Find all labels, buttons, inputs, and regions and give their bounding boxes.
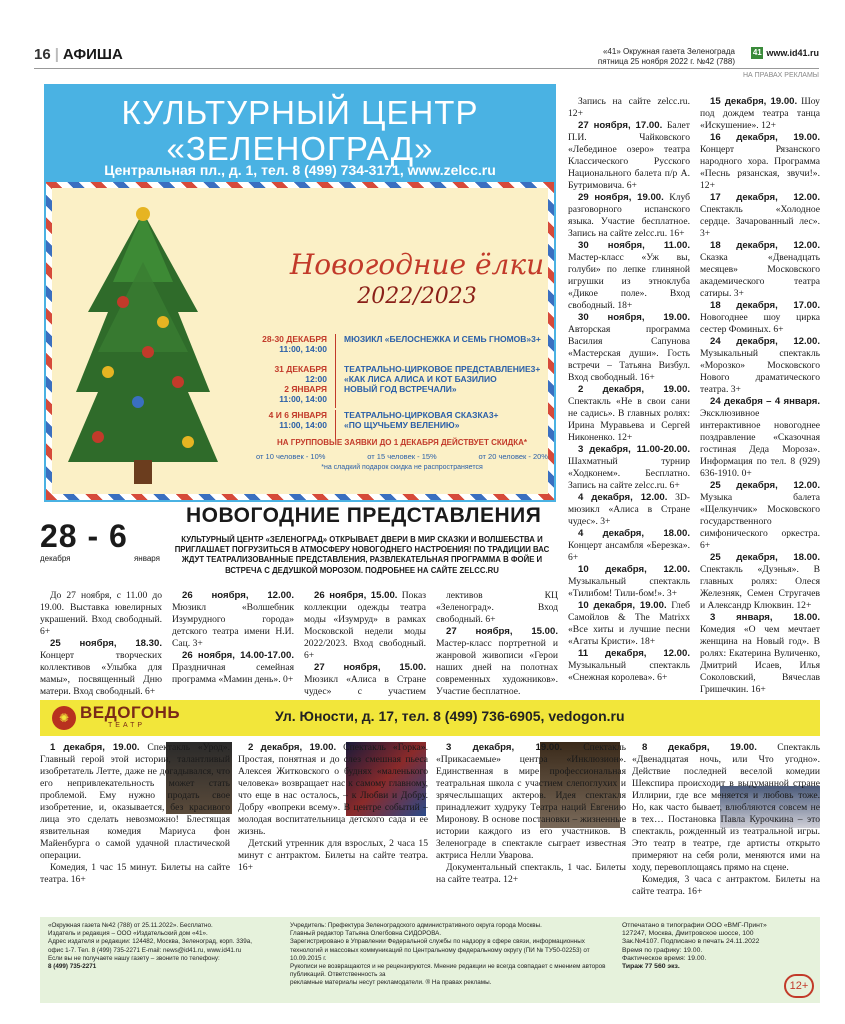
discount-item: от 10 человек - 10% bbox=[256, 452, 326, 461]
issue-meta bbox=[598, 47, 735, 67]
event-item: 11 декабря, 12.00. Музыкальный спектакль «Снежная королева». 6+ bbox=[568, 648, 690, 683]
event-item: 26 ноября, 15.00. Показ коллекции одежды театра моды «Изумруд» в рамках Московской недели моды 2022/2023. Вход свободный. 6+ bbox=[304, 590, 426, 661]
events-column bbox=[436, 590, 558, 698]
vedogon-show: 2 декабря, 19.00. Спектакль «Горка». Простая, понятная и до слез смешная пьеса Алексея Житковского о буднях «маленького человека» возвращает нас к самому главному, что еще в нас осталось, – к Любви и Добру. Добру «вопреки всему». В центре событий – молодая воспитательница детского сада и ее жизнь. Детский утренник для взрослых, 2 часа 15 минут с антрактом. Билеты на сайте театра. 16+ bbox=[238, 742, 428, 873]
site-logo[interactable] bbox=[751, 47, 819, 59]
event-item: 17 декабря, 12.00. Спектакль «Холодное сердце. Зачарованный лес». 3+ bbox=[700, 192, 820, 239]
event-name: ТЕАТРАЛЬНО-ЦИРКОВАЯ СКАЗКА3+ «ПО ЩУЧЬЕМУ ВЕЛЕНИЮ» bbox=[344, 410, 499, 430]
cc-title: КУЛЬТУРНЫЙ ЦЕНТР bbox=[121, 94, 479, 131]
imprint-publisher: «Окружная газета №42 (788) от 25.11.2022». Бесплатно. Издатель и редакция – ООО «Издательский дом «41». Адрес издателя и редакции: 124482, Москва, Зеленоград, корп. 339а, офис 1-7. Тел. 8 (499) 735-2271 E-mail: news@id41.ru, www.id41.ru Если вы не получаете нашу газету – звоните по телефону: 8 (499) 735-2271 bbox=[48, 922, 252, 971]
event-item: 26 ноября, 12.00. Мюзикл «Волшебник Изумрудного города» детского театра имени Н.И. Сац. 3+ bbox=[172, 590, 294, 649]
events-column bbox=[40, 590, 162, 698]
event-date: 4 И 6 ЯНВАРЯ 11:00, 14:00 bbox=[252, 410, 336, 440]
events-column bbox=[700, 96, 820, 696]
events-column bbox=[304, 590, 426, 710]
discount-item: от 20 человек - 20% bbox=[478, 452, 548, 461]
site-url[interactable]: www.id41.ru bbox=[766, 48, 819, 58]
new-year-card bbox=[46, 182, 554, 500]
event-item: 2 декабря, 19.00. Спектакль «Не в свои сани не садись». В главных ролях: Ирина Муравьева и Сергей Никоненко. 12+ bbox=[568, 384, 690, 443]
event-item: Запись на сайте zelcc.ru. 12+ bbox=[568, 96, 690, 119]
script-title: Новогодние ёлки bbox=[289, 248, 545, 281]
season-year: 2022/2023 bbox=[357, 284, 477, 309]
event-name: ТЕАТРАЛЬНО-ЦИРКОВОЕ ПРЕДСТАВЛЕНИЕ3+ «КАК ЛИСА АЛИСА И КОТ БАЗИЛИО НОВЫЙ ГОД ВСТРЕЧАЛИ» bbox=[344, 364, 541, 394]
issue-meta-line: «41» Окружная газета Зеленограда bbox=[602, 47, 735, 56]
imprint-print: Отпечатано в типографии ООО «ВМГ-Принт» 127247, Москва, Дмитровское шоссе, 100 Зак.№4107. Подписано в печать 24.11.2022 Время по графику: 19.00. Фактическое время: 19.00. Тираж 77 560 экз. bbox=[622, 922, 767, 971]
event-item: 10 декабря, 19.00. Глеб Самойлов & The Matrixx «Все хиты и лучшие песни «Агаты Кристи». 18+ bbox=[568, 600, 690, 647]
vedogon-show: 3 декабря, 19.00. Спектакль «Прикасаемые» центра «Инклюзион». Единственная в мире профессиональная театральная школа с участием слепоглухих и зрячеслышащих актеров. Идея спектакля принадлежит худруку Театра наций Евгению Миронову. В основе постановки – жизненные истории каждого из его участников. В Зеленограде в спектакле сыграет известная актриса Нелли Уварова. Документальный спектакль, 1 час. Билеты на сайте театра. 12+ bbox=[436, 742, 626, 885]
discount-note: *на сладкий подарок скидка не распространяется bbox=[321, 464, 483, 471]
age-rating-badge: 12+ bbox=[784, 974, 814, 998]
section-title: АФИША bbox=[62, 46, 123, 63]
event-item: 27 ноября, 15.00. Мастер-класс портретной и жанровой живописи «Герои наших дней на полотнах современных художников». Участие бесплатное. bbox=[436, 626, 558, 697]
vedogon-logo-icon: ✺ bbox=[52, 706, 76, 730]
vedogon-show: 1 декабря, 19.00. Спектакль «Урод». Главный герой этой истории, талантливый изобретатель Летте, даже не догадывался, что его непривлекательность может стать проблемой. Ему нужно продать свое изобретение, и, оказывается, без красивого лица это сделать невозможно! Блестящая язвительная комедия Мариуса фон Майенбурга о самой удачной пластической операции. Комедия, 1 час 15 минут. Билеты на сайте театра. 16+ bbox=[40, 742, 230, 885]
section-lead: КУЛЬТУРНЫЙ ЦЕНТР «ЗЕЛЕНОГРАД» ОТКРЫВАЕТ ДВЕРИ В МИР СКАЗКИ И ВОЛШЕБСТВА И ПРИГЛАШАЕТ ПОГРУЗИТЬСЯ В АТМОСФЕРУ НОВОГОДНЕГО НАСТРОЕНИЯ! ПО ТРАДИЦИИ ВАС ЖДУТ ТЕАТРАЛИЗОВАННЫЕ ПРЕДСТАВЛЕНИЯ, РАЗВЛЕКАТЕЛЬНАЯ ПРОГРАММА В ФОЙЕ И ВСТРЕЧА С ДЕДУШКОЙ МОРОЗОМ. ПОДРОБНЕЕ НА САЙТЕ ZELCC.RU bbox=[174, 535, 550, 575]
event-item: лективов КЦ «Зеленоград». Вход свободный. 6+ bbox=[436, 590, 558, 625]
event-item: 30 ноября, 19.00. Авторская программа Василия Сапунова «Мастерская души». Гость встречи – Татьяна Визбул. Вход свободный. 16+ bbox=[568, 312, 690, 383]
event-row bbox=[252, 410, 552, 440]
vedogon-show: 8 декабря, 19.00. Спектакль «Двенадцатая ночь, или Что угодно». Действие последней веселой комедии Шекспира происходит в выдуманной стране Иллирии, где все меняется и любовь тоже. Но, как часто бывает, влюбляются совсем не в тех… Постановка Павла Курочкина – это спектакль, рожденный из театральной игры. Это театр в театре, где артисты открыто примеряют на себя роли, меняются ими на ходу, перевоплощаясь прямо на сцене. Комедия, 3 часа с антрактом. Билеты на сайте театра. 16+ bbox=[632, 742, 820, 897]
cc-address: Центральная пл., д. 1, тел. 8 (499) 734-3171, www.zelcc.ru bbox=[104, 162, 496, 178]
event-date: 31 ДЕКАБРЯ 12:00 2 ЯНВАРЯ 11:00, 14:00 bbox=[252, 364, 336, 408]
group-offer: НА ГРУППОВЫЕ ЗАЯВКИ ДО 1 ДЕКАБРЯ ДЕЙСТВУЕТ СКИДКА* bbox=[277, 438, 527, 447]
event-item: 24 декабря – 4 января. Эксклюзивное интерактивное новогоднее поздравление «Сказочная гостиная Деда Мороза». Информация по тел. 8 (929) 636-1910. 0+ bbox=[700, 396, 820, 479]
event-item: 27 ноября, 15.00. Мюзикл «Алиса в Стране чудес» с участием bbox=[304, 662, 426, 697]
event-item: 18 декабря, 12.00. Сказка «Двенадцать месяцев» Московского академического театра сатиры. 3+ bbox=[700, 240, 820, 299]
event-item: 4 декабря, 18.00. Концерт ансамбля «Березка». 6+ bbox=[568, 528, 690, 563]
event-item: 4 декабря, 12.00. 3D-мюзикл «Алиса в Стране чудес». 3+ bbox=[568, 492, 690, 527]
event-item: 24 декабря, 12.00. Музыкальный спектакль «Морозко» Московского Нового драматического театра. 3+ bbox=[700, 336, 820, 395]
cc-title: «ЗЕЛЕНОГРАД» bbox=[166, 130, 434, 167]
discount-list bbox=[252, 452, 552, 461]
vedogon-logo-sub: ТЕАТР bbox=[108, 722, 146, 729]
event-row bbox=[252, 334, 552, 364]
events-column bbox=[568, 96, 690, 696]
event-item: 30 ноября, 11.00. Мастер-класс «Уж вы, голуби» по лепке глиняной игрушки из этноклуба «Дикое поле». Вход свободный. 18+ bbox=[568, 240, 690, 311]
vedogon-logo: ВЕДОГОНЬ bbox=[80, 703, 181, 722]
imprint-founder: Учредитель: Префектура Зеленоградского административного округа города Москвы. Главный редактор Татьяна Олегбовна СИДОРОВА. Зарегистрировано в Управлении Федеральной службы по надзору в сфере связи, информационных технологий и массовых коммуникаций по Центральному федеральному округу (ПИ № ТУ50-02253) от 10.09.2015 г. Рукописи не возвращаются и не рецензируются. Мнение редакции не всегда совпадает с мнением авторов публикаций. Ответственность за рекламные материалы несут рекламодатели. ® На правах рекламы. bbox=[290, 922, 606, 987]
event-item: До 27 ноября, с 11.00 до 19.00. Выставка ювелирных украшений. Вход свободный. 6+ bbox=[40, 590, 162, 637]
event-item: 25 ноября, 18.30. Концерт творческих коллективов «Улыбка для мамы», посвященный Дню матери. Вход свободный. 6+ bbox=[40, 638, 162, 697]
culture-center-ad bbox=[44, 84, 556, 502]
section-heading: НОВОГОДНИЕ ПРЕДСТАВЛЕНИЯ bbox=[186, 504, 542, 527]
event-item: 29 ноября, 19.00. Клуб разговорного испанского языка. Участие бесплатное. Запись на сайте zelcc.ru. 16+ bbox=[568, 192, 690, 239]
page-number: 16 bbox=[34, 46, 51, 63]
date-range: 28 - 6 bbox=[40, 518, 128, 554]
christmas-tree-icon bbox=[68, 202, 218, 494]
event-item: 10 декабря, 12.00. Музыкальный спектакль «Тилибом! Тили-бом!». 3+ bbox=[568, 564, 690, 599]
page-header: 16 | АФИША bbox=[34, 46, 123, 63]
event-row bbox=[252, 364, 552, 408]
event-name: МЮЗИКЛ «БЕЛОСНЕЖКА И СЕМЬ ГНОМОВ»3+ bbox=[344, 334, 541, 344]
discount-item: от 15 человек - 15% bbox=[367, 452, 437, 461]
event-item: 15 декабря, 19.00. Шоу под дождем театра танца «Искушение». 12+ bbox=[700, 96, 820, 131]
logo-box-icon: 41 bbox=[752, 48, 762, 57]
event-item: 3 декабря, 11.00-20.00. Шахматный турнир «Ходконем». Бесплатно. Запись на сайте zelcc.ru. 6+ bbox=[568, 444, 690, 491]
events-column bbox=[172, 590, 294, 686]
event-item: 16 декабря, 19.00. Концерт Рязанского народного хора. Программа «Песнь рязанская, звучи!». 12+ bbox=[700, 132, 820, 191]
event-item: 25 декабря, 12.00. Музыка балета «Щелкунчик» Московского государственного симфонического оркестра. 6+ bbox=[700, 480, 820, 551]
ad-label: НА ПРАВАХ РЕКЛАМЫ bbox=[743, 72, 819, 79]
vedogon-address: Ул. Юности, д. 17, тел. 8 (499) 736-6905, vedogon.ru bbox=[275, 708, 625, 724]
issue-meta-line: пятница 25 ноября 2022 г. №42 (788) bbox=[597, 57, 735, 66]
header-divider bbox=[34, 68, 819, 69]
date-range-months: декабря января bbox=[40, 554, 160, 563]
event-item: 25 декабря, 18.00. Спектакль «Дуэнья». В главных ролях: Олеся Железняк, Семен Стругачев и Александр Клюквин. 12+ bbox=[700, 552, 820, 611]
event-date: 28-30 ДЕКАБРЯ 11:00, 14:00 bbox=[252, 334, 336, 364]
event-item: 27 ноября, 17.00. Балет П.И. Чайковского «Лебединое озеро» театра Классического Русского Национального балета п/р А. Бутримовича. 6+ bbox=[568, 120, 690, 191]
event-item: 3 января, 18.00. Комедия «О чем мечтает женщина на Новый год». В ролях: Екатерина Вуличенко, Дмитрий Исаев, Илья Соколовский, Вячеслав Гришечкин. 16+ bbox=[700, 612, 820, 695]
event-item: 26 ноября, 14.00-17.00. Праздничная семейная программа «Мамин день». 0+ bbox=[172, 650, 294, 685]
event-item: 18 декабря, 17.00. Новогоднее шоу цирка сестер Фоминых. 6+ bbox=[700, 300, 820, 335]
